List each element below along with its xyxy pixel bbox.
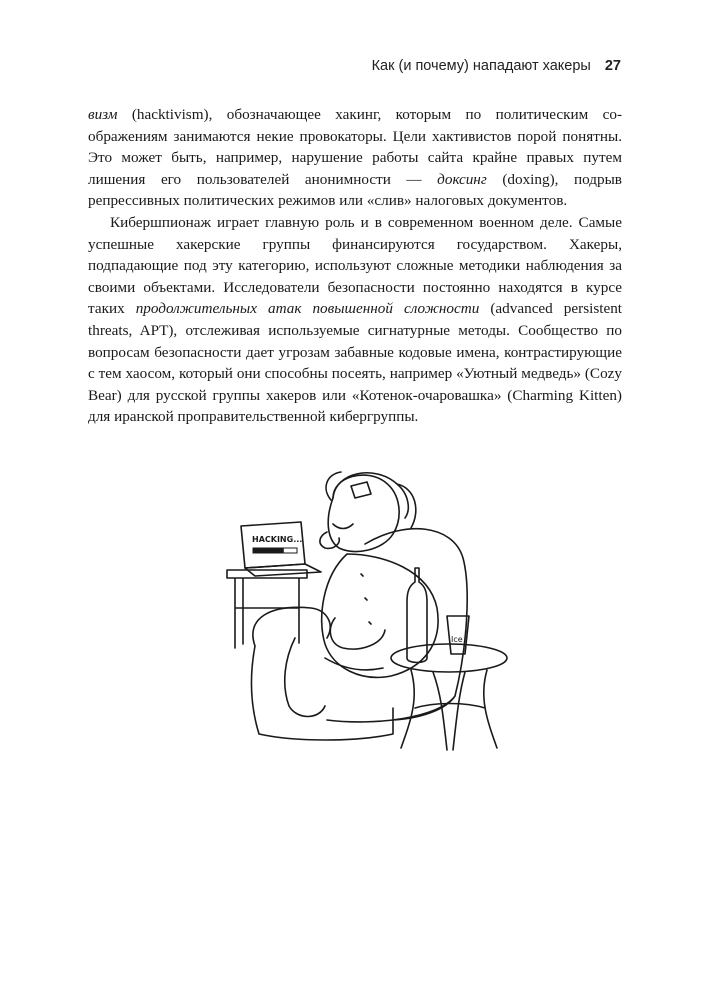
laptop-screen-text: HACKING... (252, 535, 303, 544)
hat-badge (351, 482, 371, 498)
desk (227, 570, 307, 648)
paragraph-2-part-1: Кибершпионаж играет главную роль и в современном военном деле. Самые успешные хакерские группы финансируются государством. Хакеры, подпадающие под эту категорию, используют сложные методики наблюдения за своими объектами. Исследователи безопасности постоянно находятся в курсе таких (88, 213, 622, 318)
progress-fill (253, 548, 284, 553)
cozy-bear-illustration (215, 458, 515, 758)
table-legs (401, 670, 497, 750)
bear-smile (333, 524, 353, 529)
bear-buttons (361, 574, 371, 624)
cozy-bear-drawing (215, 458, 515, 758)
running-title: Как (и почему) нападают хакеры (371, 58, 591, 74)
page-number: 27 (604, 58, 621, 74)
paragraph-2-part-2: (advanced persistent threats, APT), отслеживая используемые сигнатурные методы. Сообщество по вопросам безопасности дает угрозам забавные кодовые имена, контрастирующие с тем хаосом, который они способны посеять, например «Уютный медведь» (Cozy Bear) для русской группы хакеров или «Котенок-очаровашка» (Charming Kitten) для иранской проправительственной кибергруппы. (88, 300, 623, 426)
body-text (88, 104, 622, 428)
table-top (391, 644, 507, 672)
ushanka-hat (326, 472, 416, 528)
running-head (0, 58, 621, 74)
term-hacktivism: визм (88, 106, 118, 123)
bear-body (322, 554, 438, 677)
term-doxing: доксинг (437, 170, 487, 188)
paragraph-cyberespionage (88, 212, 622, 428)
armchair (252, 529, 468, 740)
bear-arm (330, 618, 385, 649)
paragraph-1-part-1: (hacktivism), обозначающее хакинг, которым по политическим соображениям занимаются некие провокаторы. Цели хактивистов порой понятны. Это может быть, например, нарушение работы сайта крайне правых путем лишения его пользователей анонимности — (88, 106, 622, 188)
paragraph-1-part-2: (doxing), подрыв репрессивных политических режимов или «слив» налоговых документов. (88, 170, 622, 210)
paragraph-hacktivism (88, 104, 622, 212)
term-apt: продолжительных атак повышенной сложности (135, 300, 480, 318)
laptop-screen (241, 522, 305, 568)
glass-label: Ice (451, 635, 463, 644)
